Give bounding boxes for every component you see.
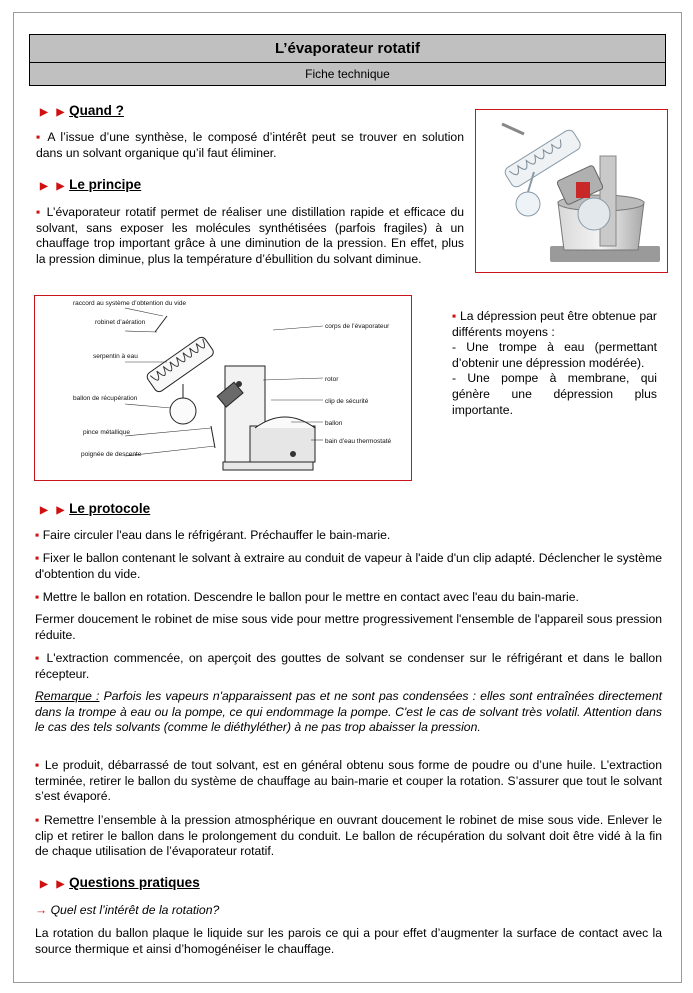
protocole-step-1: ▪ Faire circuler l'eau dans le réfrigérant. Préchauffer le bain-marie.: [35, 528, 391, 542]
rotavap-photo-illustration: [476, 110, 667, 272]
bullet-icon: ▪: [35, 590, 40, 604]
protocole-step-4: Fermer doucement le robinet de mise sous vide pour mettre progressivement l'ensemble de l'appareil sous pression réduite.: [35, 612, 662, 642]
arrow-right-icon: →: [35, 903, 48, 917]
label-robinet: robinet d’aération: [95, 319, 146, 326]
bullet-icon: ▪: [35, 651, 42, 665]
bullet-icon: ▪: [36, 130, 43, 144]
page-title: L’évaporateur rotatif: [29, 34, 666, 63]
bullet-icon: ▪: [36, 205, 42, 219]
question-line: → Quel est l’intérêt de la rotation?: [35, 903, 220, 917]
label-clip: clip de sécurité: [325, 398, 369, 405]
label-rotor: rotor: [325, 376, 339, 383]
protocole-step-5: ▪ L'extraction commencée, on aperçoit des gouttes de solvant se condenser sur le réfrigérant et dans le ballon récepteur.: [35, 651, 662, 681]
label-ballon: ballon: [325, 420, 343, 427]
protocole-step-3: ▪ Mettre le ballon en rotation. Descendre le ballon pour le mettre en contact avec l'eau du bain-marie.: [35, 590, 579, 604]
rotavap-diagram: [34, 295, 412, 481]
label-ballon-recuperation: ballon de récupération: [73, 395, 138, 402]
rotavap-photo: [475, 109, 668, 273]
depression-paragraph: ▪ La dépression peut être obtenue par différents moyens : - Une trompe à eau (permettant d’obtenir une dépression modérée). - Une pompe à membrane, qui génère une dépression plus importante.: [452, 309, 657, 417]
bullet-icon: ▪: [35, 758, 41, 772]
depression-item-2: - Une pompe à membrane, qui génère une dépression plus importante.: [452, 371, 657, 417]
section-heading-principe: ▶ ▶ Le principe: [40, 177, 142, 192]
section-heading-quand: ▶ ▶ Quand ?: [40, 103, 124, 118]
remarque-label: Remarque :: [35, 689, 100, 703]
protocole-step-6: ▪ Le produit, débarrassé de tout solvant, est en général obtenu sous forme de poudre ou d’une huile. L’extraction terminée, retirer le ballon du système de chauffage au bain-marie et couper la rotation. S’assurer que tout le solvant s’est évaporé.: [35, 758, 662, 804]
protocole-step-7: ▪ Remettre l’ensemble à la pression atmosphérique en ouvrant doucement le robinet de mise sous vide. Enlever le clip et retirer le ballon dans le prolongement du conduit. Le ballon de récupération du solvant doit être vidé à la fin de chaque utilisation de l’évaporateur rotatif.: [35, 813, 662, 859]
bullet-icon: ▪: [452, 309, 457, 323]
page-subtitle: Fiche technique: [29, 63, 666, 86]
header: [29, 34, 666, 86]
label-bain: bain d’eau thermostaté: [325, 438, 392, 445]
protocole-step-2: ▪ Fixer le ballon contenant le solvant à extraire au conduit de vapeur à l'aide d'un clip adapté. Déclencher le système d'obtention du vide.: [35, 551, 662, 581]
label-raccord: raccord au système d’obtention du vide: [73, 300, 187, 307]
bullet-icon: ▪: [35, 551, 40, 565]
label-serpentin: serpentin à eau: [93, 353, 138, 360]
bullet-icon: ▪: [35, 528, 40, 542]
depression-item-1: - Une trompe à eau (permettant d’obtenir une dépression modérée).: [452, 340, 657, 370]
label-pince: pince métallique: [83, 429, 130, 436]
section-arrows-icon: ▶ ▶: [40, 181, 68, 192]
answer-paragraph: La rotation du ballon plaque le liquide sur les parois ce qui a pour effet d’augmenter la surface de contact avec la source thermique et ainsi d’homogénéiser le chauffage.: [35, 926, 662, 956]
rotavap-diagram-drawing: [35, 296, 411, 480]
section-heading-protocole: ▶ ▶ Le protocole: [40, 501, 151, 516]
section-arrows-icon: ▶ ▶: [40, 879, 68, 890]
label-poignee: poignée de descente: [81, 451, 142, 458]
remarque-paragraph: Remarque : Parfois les vapeurs n'apparaissent pas et ne sont pas condensées : elles sont entraînées directement dans la trompe à eau ou la pompe, ce qui endommage la pompe. C'est le cas de solvant très volatil. Attention dans le cas des tels solvants (comme le diéthyléther) à ne pas trop abaisser la pression.: [35, 689, 662, 735]
quand-paragraph: ▪ A l’issue d’une synthèse, le composé d’intérêt peut se trouver en solution dans un solvant organique qu’il faut éliminer.: [36, 130, 464, 160]
bullet-icon: ▪: [35, 813, 40, 827]
label-corps: corps de l’évaporateur: [325, 323, 390, 330]
principe-paragraph: ▪ L’évaporateur rotatif permet de réaliser une distillation rapide et efficace du solvant, sans exposer les molécules synthétisées (parfois fragiles) à un chauffage trop important grâce à une diminution de la pression. En effet, plus la pression diminue, plus la température d’ébullition du solvant diminue.: [36, 205, 464, 266]
section-heading-questions: ▶ ▶ Questions pratiques: [40, 875, 200, 890]
section-arrows-icon: ▶ ▶: [40, 107, 68, 118]
section-arrows-icon: ▶ ▶: [40, 505, 68, 516]
